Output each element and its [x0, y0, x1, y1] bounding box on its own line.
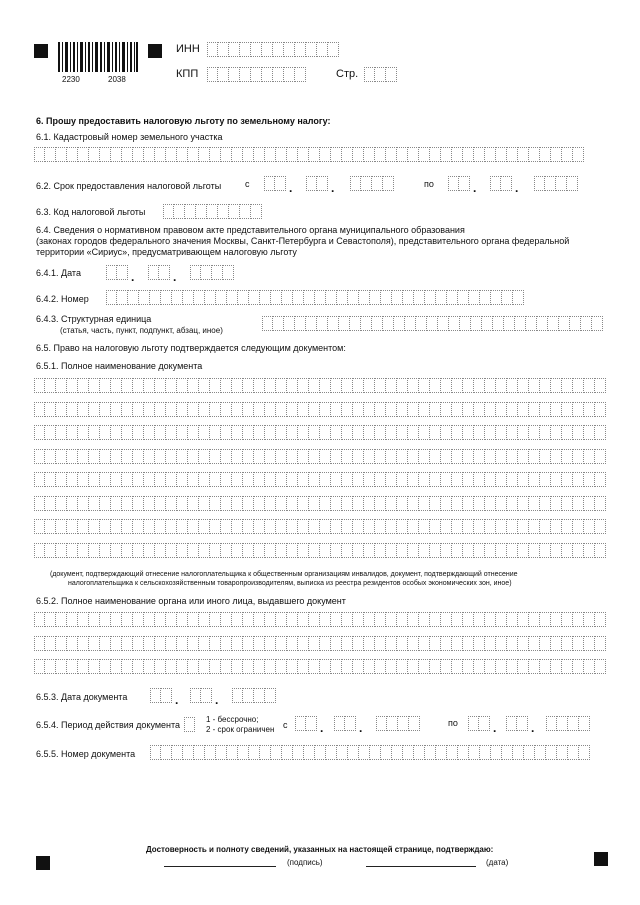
doc-period-to-month[interactable] [506, 716, 528, 731]
date-label: (дата) [486, 858, 509, 867]
date-dot: . [473, 181, 477, 195]
inn-label: ИНН [176, 43, 200, 55]
period-label: 6.2. Срок предоставления налоговой льготы [36, 181, 222, 191]
act-number-label: 6.4.2. Номер [36, 294, 89, 304]
date-dot: . [493, 721, 497, 735]
date-dot: . [331, 181, 335, 195]
period-to-label: по [424, 179, 434, 189]
date-dot: . [359, 721, 363, 735]
grid-row[interactable] [34, 449, 606, 464]
act-info-label-2: (законах городов федерального значения Москвы, Санкт-Петербурга и Севастополя), представительного органа федеральной [36, 236, 570, 246]
doc-period-from-day[interactable] [295, 716, 317, 731]
grid-row[interactable] [34, 402, 606, 417]
barcode-number-right: 2038 [108, 75, 126, 84]
date-dot: . [131, 270, 135, 284]
signature-label: (подпись) [287, 858, 323, 867]
doc-date-label: 6.5.3. Дата документа [36, 692, 128, 702]
doc-note-1: (документ, подтверждающий отнесение налогоплательщика к общественным организациям инвалидов, документ, подтверждающий отнесение [50, 571, 518, 578]
doc-note-2: налогоплательщика к сельскохозяйственным товаропроизводителям, выписка из реестра резидентов особых экономических зон, иное) [68, 580, 512, 587]
date-line[interactable] [366, 866, 476, 867]
doc-number-label: 6.5.5. Номер документа [36, 749, 136, 759]
issuer-label: 6.5.2. Полное наименование органа или иного лица, выдавшего документ [36, 596, 346, 606]
act-info-label-3: территории «Сириус», предусматривающем налоговую льготу [36, 247, 297, 257]
confirm-text: Достоверность и полноту сведений, указанных на настоящей странице, подтверждаю: [146, 845, 494, 854]
doc-period-to-label: по [448, 718, 458, 728]
corner-marker-top-left [34, 44, 48, 58]
grid-row[interactable] [34, 543, 606, 558]
page-label: Стр. [336, 68, 359, 80]
doc-period-from-year[interactable] [376, 716, 420, 731]
act-unit-hint: (статья, часть, пункт, подпункт, абзац, иное) [60, 326, 223, 335]
right-confirm-label: 6.5. Право на налоговую льготу подтверждается следующим документом: [36, 343, 346, 353]
doc-period-option-2: 2 - срок ограничен [206, 725, 275, 734]
barcode [58, 42, 138, 72]
doc-date-month[interactable] [190, 688, 212, 703]
corner-marker-top-mid [148, 44, 162, 58]
act-date-year[interactable] [190, 265, 234, 280]
period-to-day[interactable] [448, 176, 470, 191]
date-dot: . [531, 721, 535, 735]
act-date-month[interactable] [148, 265, 170, 280]
period-to-year[interactable] [534, 176, 578, 191]
corner-marker-bottom-right [594, 852, 608, 866]
grid-row[interactable] [34, 636, 606, 651]
grid-row[interactable] [34, 496, 606, 511]
act-number-field[interactable] [106, 290, 524, 305]
date-dot: . [289, 181, 293, 195]
period-from-year[interactable] [350, 176, 394, 191]
grid-row[interactable] [34, 425, 606, 440]
act-unit-field[interactable] [262, 316, 603, 331]
period-from-label: с [245, 179, 250, 189]
date-dot: . [515, 181, 519, 195]
barcode-number-left: 2230 [62, 75, 80, 84]
doc-period-option-1: 1 - бессрочно; [206, 715, 259, 724]
page-field[interactable] [364, 67, 397, 82]
doc-period-to-day[interactable] [468, 716, 490, 731]
date-dot: . [320, 721, 324, 735]
signature-line[interactable] [164, 866, 276, 867]
act-unit-label: 6.4.3. Структурная единица [36, 314, 152, 324]
kpp-field[interactable] [207, 67, 306, 82]
period-to-month[interactable] [490, 176, 512, 191]
doc-period-type-field[interactable] [184, 717, 195, 732]
date-dot: . [173, 270, 177, 284]
doc-number-field[interactable] [150, 745, 590, 760]
period-from-day[interactable] [264, 176, 286, 191]
benefit-code-field[interactable] [163, 204, 262, 219]
doc-period-from-month[interactable] [334, 716, 356, 731]
date-dot: . [215, 693, 219, 707]
act-info-label-1: 6.4. Сведения о нормативном правовом акте представительного органа муниципального образования [36, 225, 465, 235]
grid-row[interactable] [34, 519, 606, 534]
grid-row[interactable] [34, 659, 606, 674]
period-from-month[interactable] [306, 176, 328, 191]
grid-row[interactable] [34, 378, 606, 393]
act-date-label: 6.4.1. Дата [36, 268, 81, 278]
doc-name-label: 6.5.1. Полное наименование документа [36, 361, 203, 371]
grid-row[interactable] [34, 472, 606, 487]
doc-period-label: 6.5.4. Период действия документа [36, 720, 181, 730]
inn-field[interactable] [207, 42, 339, 57]
kpp-label: КПП [176, 68, 199, 80]
doc-period-to-year[interactable] [546, 716, 590, 731]
cadastral-label: 6.1. Кадастровый номер земельного участка [36, 132, 223, 142]
doc-period-from-label: с [283, 720, 288, 730]
date-dot: . [175, 693, 179, 707]
benefit-code-label: 6.3. Код налоговой льготы [36, 207, 146, 217]
grid-row[interactable] [34, 612, 606, 627]
section-title: 6. Прошу предоставить налоговую льготу по земельному налогу: [36, 116, 331, 126]
doc-date-day[interactable] [150, 688, 172, 703]
act-date-day[interactable] [106, 265, 128, 280]
doc-date-year[interactable] [232, 688, 276, 703]
corner-marker-bottom-left [36, 856, 50, 870]
cadastral-field[interactable] [34, 147, 584, 162]
